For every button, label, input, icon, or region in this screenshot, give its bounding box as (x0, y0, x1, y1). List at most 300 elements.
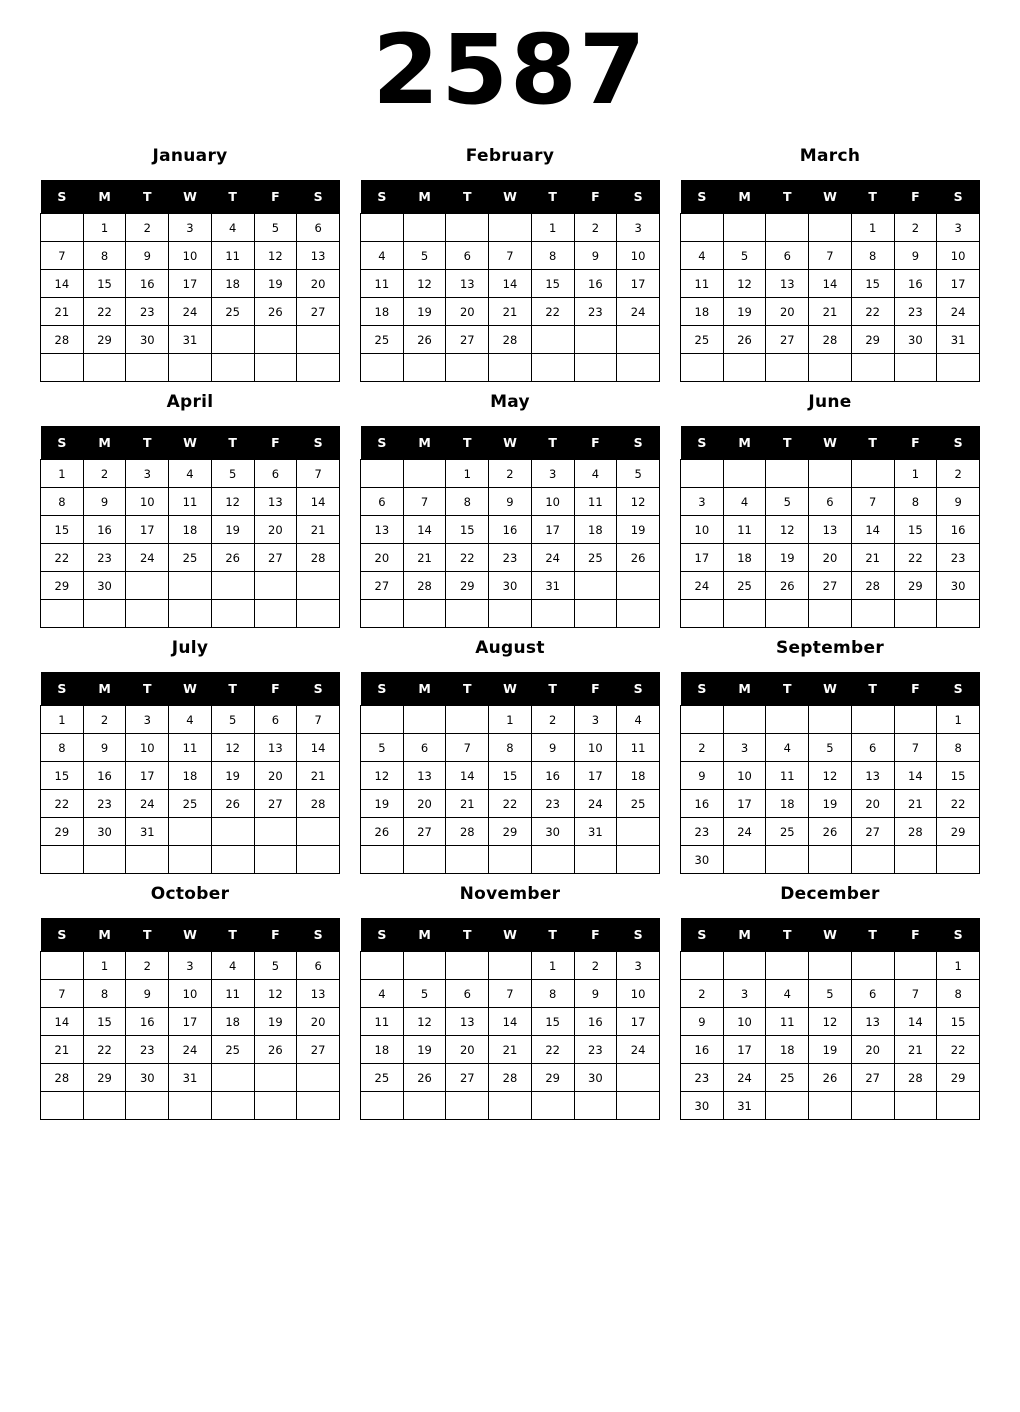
day-cell[interactable]: 19 (254, 270, 297, 298)
day-cell[interactable]: 25 (361, 326, 404, 354)
day-cell[interactable]: 4 (681, 242, 724, 270)
day-cell[interactable]: 10 (723, 762, 766, 790)
day-cell[interactable]: 28 (297, 544, 340, 572)
day-cell[interactable]: 16 (83, 762, 126, 790)
day-cell[interactable]: 8 (83, 242, 126, 270)
day-cell[interactable]: 18 (574, 516, 617, 544)
day-cell[interactable]: 4 (617, 706, 660, 734)
day-cell[interactable]: 23 (126, 298, 169, 326)
day-cell[interactable]: 28 (41, 1064, 84, 1092)
day-cell[interactable]: 11 (723, 516, 766, 544)
day-cell[interactable]: 26 (361, 818, 404, 846)
day-cell[interactable]: 20 (766, 298, 809, 326)
day-cell[interactable]: 18 (211, 270, 254, 298)
day-cell[interactable]: 19 (403, 1036, 446, 1064)
day-cell[interactable]: 20 (809, 544, 852, 572)
day-cell[interactable]: 20 (297, 1008, 340, 1036)
day-cell[interactable]: 12 (809, 762, 852, 790)
day-cell[interactable]: 11 (766, 762, 809, 790)
day-cell[interactable]: 7 (851, 488, 894, 516)
day-cell[interactable]: 8 (851, 242, 894, 270)
day-cell[interactable]: 21 (489, 1036, 532, 1064)
day-cell[interactable]: 11 (361, 1008, 404, 1036)
day-cell[interactable]: 5 (211, 706, 254, 734)
day-cell[interactable]: 4 (723, 488, 766, 516)
day-cell[interactable]: 24 (617, 298, 660, 326)
day-cell[interactable]: 20 (851, 1036, 894, 1064)
day-cell[interactable]: 26 (254, 298, 297, 326)
day-cell[interactable]: 3 (681, 488, 724, 516)
day-cell[interactable]: 14 (297, 488, 340, 516)
day-cell[interactable]: 10 (617, 242, 660, 270)
day-cell[interactable]: 13 (766, 270, 809, 298)
day-cell[interactable]: 17 (574, 762, 617, 790)
day-cell[interactable]: 14 (297, 734, 340, 762)
day-cell[interactable]: 12 (211, 734, 254, 762)
day-cell[interactable]: 5 (617, 460, 660, 488)
day-cell[interactable]: 17 (937, 270, 980, 298)
day-cell[interactable]: 29 (41, 572, 84, 600)
day-cell[interactable]: 5 (723, 242, 766, 270)
day-cell[interactable]: 16 (681, 1036, 724, 1064)
day-cell[interactable]: 15 (83, 270, 126, 298)
day-cell[interactable]: 5 (403, 980, 446, 1008)
day-cell[interactable]: 14 (41, 270, 84, 298)
day-cell[interactable]: 29 (531, 1064, 574, 1092)
day-cell[interactable]: 22 (937, 790, 980, 818)
day-cell[interactable]: 29 (937, 818, 980, 846)
day-cell[interactable]: 31 (723, 1092, 766, 1120)
day-cell[interactable]: 17 (126, 762, 169, 790)
day-cell[interactable]: 28 (41, 326, 84, 354)
day-cell[interactable]: 10 (681, 516, 724, 544)
day-cell[interactable]: 9 (894, 242, 937, 270)
day-cell[interactable]: 17 (723, 790, 766, 818)
day-cell[interactable]: 19 (809, 1036, 852, 1064)
day-cell[interactable]: 16 (574, 1008, 617, 1036)
day-cell[interactable]: 23 (531, 790, 574, 818)
day-cell[interactable]: 23 (489, 544, 532, 572)
day-cell[interactable]: 23 (574, 298, 617, 326)
day-cell[interactable]: 2 (83, 460, 126, 488)
day-cell[interactable]: 4 (766, 980, 809, 1008)
day-cell[interactable]: 11 (361, 270, 404, 298)
day-cell[interactable]: 15 (41, 516, 84, 544)
day-cell[interactable]: 1 (937, 952, 980, 980)
day-cell[interactable]: 22 (489, 790, 532, 818)
day-cell[interactable]: 13 (361, 516, 404, 544)
day-cell[interactable]: 9 (574, 980, 617, 1008)
day-cell[interactable]: 9 (126, 980, 169, 1008)
day-cell[interactable]: 25 (681, 326, 724, 354)
day-cell[interactable]: 22 (531, 1036, 574, 1064)
day-cell[interactable]: 26 (211, 544, 254, 572)
day-cell[interactable]: 16 (489, 516, 532, 544)
day-cell[interactable]: 19 (809, 790, 852, 818)
day-cell[interactable]: 28 (446, 818, 489, 846)
day-cell[interactable]: 20 (851, 790, 894, 818)
day-cell[interactable]: 3 (723, 980, 766, 1008)
day-cell[interactable]: 17 (169, 1008, 212, 1036)
day-cell[interactable]: 25 (574, 544, 617, 572)
day-cell[interactable]: 3 (126, 460, 169, 488)
day-cell[interactable]: 5 (361, 734, 404, 762)
day-cell[interactable]: 1 (489, 706, 532, 734)
day-cell[interactable]: 14 (809, 270, 852, 298)
day-cell[interactable]: 1 (851, 214, 894, 242)
day-cell[interactable]: 12 (617, 488, 660, 516)
day-cell[interactable]: 10 (937, 242, 980, 270)
day-cell[interactable]: 24 (617, 1036, 660, 1064)
day-cell[interactable]: 23 (83, 790, 126, 818)
day-cell[interactable]: 9 (681, 762, 724, 790)
day-cell[interactable]: 23 (681, 818, 724, 846)
day-cell[interactable]: 31 (126, 818, 169, 846)
day-cell[interactable]: 30 (681, 1092, 724, 1120)
day-cell[interactable]: 17 (723, 1036, 766, 1064)
day-cell[interactable]: 25 (211, 1036, 254, 1064)
day-cell[interactable]: 3 (126, 706, 169, 734)
day-cell[interactable]: 2 (681, 980, 724, 1008)
day-cell[interactable]: 9 (937, 488, 980, 516)
day-cell[interactable]: 10 (169, 242, 212, 270)
day-cell[interactable]: 21 (851, 544, 894, 572)
day-cell[interactable]: 22 (446, 544, 489, 572)
day-cell[interactable]: 20 (254, 516, 297, 544)
day-cell[interactable]: 19 (361, 790, 404, 818)
day-cell[interactable]: 2 (83, 706, 126, 734)
day-cell[interactable]: 4 (211, 214, 254, 242)
day-cell[interactable]: 30 (574, 1064, 617, 1092)
day-cell[interactable]: 20 (254, 762, 297, 790)
day-cell[interactable]: 5 (254, 214, 297, 242)
day-cell[interactable]: 18 (766, 790, 809, 818)
day-cell[interactable]: 18 (681, 298, 724, 326)
day-cell[interactable]: 19 (403, 298, 446, 326)
day-cell[interactable]: 22 (83, 1036, 126, 1064)
day-cell[interactable]: 21 (297, 762, 340, 790)
day-cell[interactable]: 7 (403, 488, 446, 516)
day-cell[interactable]: 1 (446, 460, 489, 488)
day-cell[interactable]: 8 (531, 980, 574, 1008)
day-cell[interactable]: 19 (254, 1008, 297, 1036)
day-cell[interactable]: 2 (531, 706, 574, 734)
day-cell[interactable]: 19 (766, 544, 809, 572)
day-cell[interactable]: 26 (766, 572, 809, 600)
day-cell[interactable]: 10 (723, 1008, 766, 1036)
day-cell[interactable]: 28 (894, 1064, 937, 1092)
day-cell[interactable]: 29 (446, 572, 489, 600)
day-cell[interactable]: 19 (211, 516, 254, 544)
day-cell[interactable]: 8 (531, 242, 574, 270)
day-cell[interactable]: 12 (403, 1008, 446, 1036)
day-cell[interactable]: 7 (297, 460, 340, 488)
day-cell[interactable]: 27 (851, 1064, 894, 1092)
day-cell[interactable]: 21 (446, 790, 489, 818)
day-cell[interactable]: 8 (937, 980, 980, 1008)
day-cell[interactable]: 19 (617, 516, 660, 544)
day-cell[interactable]: 9 (574, 242, 617, 270)
day-cell[interactable]: 18 (723, 544, 766, 572)
day-cell[interactable]: 18 (766, 1036, 809, 1064)
day-cell[interactable]: 25 (169, 544, 212, 572)
day-cell[interactable]: 26 (723, 326, 766, 354)
day-cell[interactable]: 14 (489, 1008, 532, 1036)
day-cell[interactable]: 27 (446, 326, 489, 354)
day-cell[interactable]: 29 (83, 1064, 126, 1092)
day-cell[interactable]: 29 (489, 818, 532, 846)
day-cell[interactable]: 4 (361, 980, 404, 1008)
day-cell[interactable]: 24 (723, 1064, 766, 1092)
day-cell[interactable]: 6 (297, 214, 340, 242)
day-cell[interactable]: 5 (254, 952, 297, 980)
day-cell[interactable]: 29 (894, 572, 937, 600)
day-cell[interactable]: 25 (723, 572, 766, 600)
day-cell[interactable]: 9 (531, 734, 574, 762)
day-cell[interactable]: 29 (937, 1064, 980, 1092)
day-cell[interactable]: 11 (617, 734, 660, 762)
day-cell[interactable]: 5 (766, 488, 809, 516)
day-cell[interactable]: 9 (126, 242, 169, 270)
day-cell[interactable]: 14 (446, 762, 489, 790)
day-cell[interactable]: 26 (617, 544, 660, 572)
day-cell[interactable]: 1 (83, 214, 126, 242)
day-cell[interactable]: 8 (41, 488, 84, 516)
day-cell[interactable]: 28 (403, 572, 446, 600)
day-cell[interactable]: 23 (126, 1036, 169, 1064)
day-cell[interactable]: 6 (446, 242, 489, 270)
day-cell[interactable]: 7 (41, 980, 84, 1008)
day-cell[interactable]: 22 (83, 298, 126, 326)
day-cell[interactable]: 2 (681, 734, 724, 762)
day-cell[interactable]: 21 (809, 298, 852, 326)
day-cell[interactable]: 30 (894, 326, 937, 354)
day-cell[interactable]: 10 (531, 488, 574, 516)
day-cell[interactable]: 20 (446, 298, 489, 326)
day-cell[interactable]: 25 (766, 818, 809, 846)
day-cell[interactable]: 25 (169, 790, 212, 818)
day-cell[interactable]: 1 (41, 706, 84, 734)
day-cell[interactable]: 30 (937, 572, 980, 600)
day-cell[interactable]: 21 (489, 298, 532, 326)
day-cell[interactable]: 9 (83, 488, 126, 516)
day-cell[interactable]: 13 (297, 242, 340, 270)
day-cell[interactable]: 4 (361, 242, 404, 270)
day-cell[interactable]: 7 (894, 734, 937, 762)
day-cell[interactable]: 21 (894, 790, 937, 818)
day-cell[interactable]: 28 (489, 1064, 532, 1092)
day-cell[interactable]: 1 (531, 952, 574, 980)
day-cell[interactable]: 10 (126, 734, 169, 762)
day-cell[interactable]: 9 (83, 734, 126, 762)
day-cell[interactable]: 3 (937, 214, 980, 242)
day-cell[interactable]: 17 (681, 544, 724, 572)
day-cell[interactable]: 25 (766, 1064, 809, 1092)
day-cell[interactable]: 10 (617, 980, 660, 1008)
day-cell[interactable]: 22 (894, 544, 937, 572)
day-cell[interactable]: 13 (254, 734, 297, 762)
day-cell[interactable]: 11 (211, 980, 254, 1008)
day-cell[interactable]: 1 (41, 460, 84, 488)
day-cell[interactable]: 27 (851, 818, 894, 846)
day-cell[interactable]: 24 (169, 298, 212, 326)
day-cell[interactable]: 10 (169, 980, 212, 1008)
day-cell[interactable]: 19 (723, 298, 766, 326)
day-cell[interactable]: 15 (531, 1008, 574, 1036)
day-cell[interactable]: 22 (937, 1036, 980, 1064)
day-cell[interactable]: 13 (403, 762, 446, 790)
day-cell[interactable]: 26 (211, 790, 254, 818)
day-cell[interactable]: 22 (851, 298, 894, 326)
day-cell[interactable]: 9 (489, 488, 532, 516)
day-cell[interactable]: 12 (403, 270, 446, 298)
day-cell[interactable]: 11 (169, 734, 212, 762)
day-cell[interactable]: 12 (254, 242, 297, 270)
day-cell[interactable]: 6 (254, 706, 297, 734)
day-cell[interactable]: 15 (531, 270, 574, 298)
day-cell[interactable]: 26 (809, 818, 852, 846)
day-cell[interactable]: 31 (169, 326, 212, 354)
day-cell[interactable]: 20 (403, 790, 446, 818)
day-cell[interactable]: 13 (446, 270, 489, 298)
day-cell[interactable]: 21 (894, 1036, 937, 1064)
day-cell[interactable]: 26 (403, 1064, 446, 1092)
day-cell[interactable]: 30 (126, 1064, 169, 1092)
day-cell[interactable]: 25 (211, 298, 254, 326)
day-cell[interactable]: 1 (531, 214, 574, 242)
day-cell[interactable]: 27 (766, 326, 809, 354)
day-cell[interactable]: 21 (403, 544, 446, 572)
day-cell[interactable]: 21 (41, 298, 84, 326)
day-cell[interactable]: 23 (894, 298, 937, 326)
day-cell[interactable]: 6 (403, 734, 446, 762)
day-cell[interactable]: 18 (169, 762, 212, 790)
day-cell[interactable]: 17 (531, 516, 574, 544)
day-cell[interactable]: 13 (254, 488, 297, 516)
day-cell[interactable]: 30 (83, 818, 126, 846)
day-cell[interactable]: 8 (489, 734, 532, 762)
day-cell[interactable]: 6 (297, 952, 340, 980)
day-cell[interactable]: 17 (169, 270, 212, 298)
day-cell[interactable]: 6 (446, 980, 489, 1008)
day-cell[interactable]: 1 (937, 706, 980, 734)
day-cell[interactable]: 12 (254, 980, 297, 1008)
day-cell[interactable]: 2 (894, 214, 937, 242)
day-cell[interactable]: 31 (937, 326, 980, 354)
day-cell[interactable]: 3 (169, 214, 212, 242)
day-cell[interactable]: 25 (361, 1064, 404, 1092)
day-cell[interactable]: 17 (617, 1008, 660, 1036)
day-cell[interactable]: 4 (169, 460, 212, 488)
day-cell[interactable]: 15 (41, 762, 84, 790)
day-cell[interactable]: 13 (809, 516, 852, 544)
day-cell[interactable]: 22 (41, 790, 84, 818)
day-cell[interactable]: 20 (297, 270, 340, 298)
day-cell[interactable]: 14 (489, 270, 532, 298)
day-cell[interactable]: 7 (297, 706, 340, 734)
day-cell[interactable]: 12 (723, 270, 766, 298)
day-cell[interactable]: 24 (126, 790, 169, 818)
day-cell[interactable]: 16 (83, 516, 126, 544)
day-cell[interactable]: 18 (169, 516, 212, 544)
day-cell[interactable]: 4 (211, 952, 254, 980)
day-cell[interactable]: 7 (489, 980, 532, 1008)
day-cell[interactable]: 5 (403, 242, 446, 270)
day-cell[interactable]: 14 (41, 1008, 84, 1036)
day-cell[interactable]: 8 (83, 980, 126, 1008)
day-cell[interactable]: 2 (126, 952, 169, 980)
day-cell[interactable]: 30 (681, 846, 724, 874)
day-cell[interactable]: 15 (83, 1008, 126, 1036)
day-cell[interactable]: 8 (937, 734, 980, 762)
day-cell[interactable]: 28 (851, 572, 894, 600)
day-cell[interactable]: 24 (723, 818, 766, 846)
day-cell[interactable]: 24 (126, 544, 169, 572)
day-cell[interactable]: 14 (894, 762, 937, 790)
day-cell[interactable]: 18 (617, 762, 660, 790)
day-cell[interactable]: 28 (894, 818, 937, 846)
day-cell[interactable]: 2 (574, 214, 617, 242)
day-cell[interactable]: 23 (83, 544, 126, 572)
day-cell[interactable]: 22 (41, 544, 84, 572)
day-cell[interactable]: 6 (766, 242, 809, 270)
day-cell[interactable]: 19 (211, 762, 254, 790)
day-cell[interactable]: 27 (297, 1036, 340, 1064)
day-cell[interactable]: 31 (574, 818, 617, 846)
day-cell[interactable]: 16 (937, 516, 980, 544)
day-cell[interactable]: 15 (851, 270, 894, 298)
day-cell[interactable]: 8 (41, 734, 84, 762)
day-cell[interactable]: 16 (574, 270, 617, 298)
day-cell[interactable]: 27 (254, 790, 297, 818)
day-cell[interactable]: 27 (403, 818, 446, 846)
day-cell[interactable]: 8 (894, 488, 937, 516)
day-cell[interactable]: 24 (169, 1036, 212, 1064)
day-cell[interactable]: 12 (809, 1008, 852, 1036)
day-cell[interactable]: 15 (446, 516, 489, 544)
day-cell[interactable]: 14 (403, 516, 446, 544)
day-cell[interactable]: 3 (617, 952, 660, 980)
day-cell[interactable]: 21 (297, 516, 340, 544)
day-cell[interactable]: 11 (169, 488, 212, 516)
day-cell[interactable]: 20 (446, 1036, 489, 1064)
day-cell[interactable]: 2 (937, 460, 980, 488)
day-cell[interactable]: 30 (489, 572, 532, 600)
day-cell[interactable]: 21 (41, 1036, 84, 1064)
day-cell[interactable]: 1 (83, 952, 126, 980)
day-cell[interactable]: 6 (254, 460, 297, 488)
day-cell[interactable]: 11 (766, 1008, 809, 1036)
day-cell[interactable]: 6 (809, 488, 852, 516)
day-cell[interactable]: 23 (681, 1064, 724, 1092)
day-cell[interactable]: 28 (297, 790, 340, 818)
day-cell[interactable]: 7 (894, 980, 937, 1008)
day-cell[interactable]: 28 (809, 326, 852, 354)
day-cell[interactable]: 22 (531, 298, 574, 326)
day-cell[interactable]: 24 (937, 298, 980, 326)
day-cell[interactable]: 30 (531, 818, 574, 846)
day-cell[interactable]: 16 (126, 1008, 169, 1036)
day-cell[interactable]: 10 (126, 488, 169, 516)
day-cell[interactable]: 27 (297, 298, 340, 326)
day-cell[interactable]: 29 (851, 326, 894, 354)
day-cell[interactable]: 16 (126, 270, 169, 298)
day-cell[interactable]: 6 (851, 980, 894, 1008)
day-cell[interactable]: 12 (361, 762, 404, 790)
day-cell[interactable]: 3 (169, 952, 212, 980)
day-cell[interactable]: 14 (851, 516, 894, 544)
day-cell[interactable]: 3 (531, 460, 574, 488)
